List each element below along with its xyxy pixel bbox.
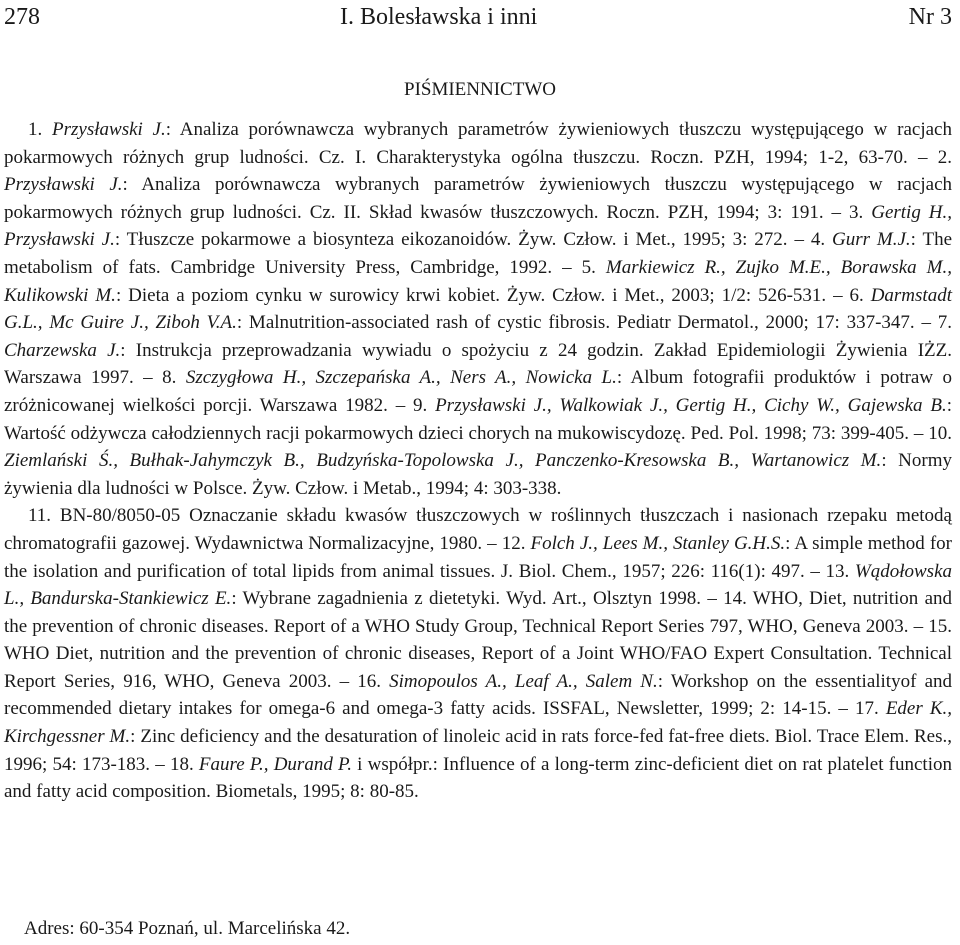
section-title: PIŚMIENNICTWO — [404, 79, 556, 100]
ref-authors: Charzewska J. — [4, 339, 121, 361]
ref-authors: Gurr M.J. — [831, 229, 911, 251]
page-number: 278 — [4, 4, 40, 30]
ref-authors: Eder K., Kirchgessner M. — [4, 698, 953, 748]
ref-authors: Ziemlański Ś., Bułhak-Jahymczyk B., Budzyńska-Topolowska J., Panczenko-Kresowska B., Wartanowicz M. — [4, 450, 882, 472]
ref-text: 11. BN-80/8050-05 Oznaczanie składu kwasów tłuszczowych w roślinnych tłuszczach i nasionach rzepaku metodą chromatografii gazowej. Wydawnictwa Normalizacyjne, 1980. – 12. — [4, 505, 952, 554]
running-title: I. Bolesławska i inni — [340, 4, 538, 30]
ref-text: : Zinc deficiency and the desaturation of linoleic acid in rats force-fed fat-free diets. Biol. Trace Elem. Res., 1996; 54: 173-183. – 18. — [4, 726, 953, 775]
ref-text: : Wartość odżywcza całodziennych racji pokarmowych dzieci chorych na mukowiscydozę. Ped. Pol. 1998; 73: 399-405. – 10. — [4, 394, 952, 444]
references-paragraph-1 — [4, 116, 952, 502]
ref-text: : Normy żywienia dla ludności w Polsce. Żyw. Człow. i Metab., 1994; 4: 303-338. — [4, 450, 952, 499]
ref-authors: Przysławski J. — [52, 119, 166, 140]
ref-authors: Wądołowska L., Bandurska-Stankiewicz E. — [4, 560, 953, 610]
ref-text: : Malnutrition-associated rash of cystic fibrosis. Pediatr Dermatol., 2000; 17: 337-347. – 7. — [236, 312, 952, 334]
ref-text: : Workshop on the essentialityof and recommended dietary intakes for omega-6 and omega-3 fatty acids. ISSFAL, Newsletter, 1999; 2: 14-15. – 17. — [4, 670, 952, 720]
ref-authors: Przysławski J. — [4, 174, 123, 196]
ref-authors: Darmstadt G.L., Mc Guire J., Ziboh V.A. — [4, 284, 952, 334]
ref-text: : Instrukcja przeprowadzania wywiadu o spożyciu z 24 godzin. Zakład Epidemiologii Żywienia IŻZ. Warszawa 1997. – 8. — [4, 339, 952, 389]
ref-text: : Dieta a poziom cynku w surowicy krwi kobiet. Żyw. Człow. i Met., 2003; 1/2: 526-531. – 6. — [115, 284, 864, 306]
ref-text: : Analiza porównawcza wybranych parametrów żywieniowych tłuszczu występującego w racjach pokarmowych różnych grup ludności. Cz. I. Charakterystyka ogólna tłuszczu. Roczn. PZH, 1994; 1-2, 63-70. – 2. — [4, 119, 952, 168]
ref-number: 1. — [28, 119, 43, 140]
ref-authors: Simopoulos A., Leaf A., Salem N. — [389, 670, 658, 692]
ref-text: : Tłuszcze pokarmowe a biosynteza eikozanoidów. Żyw. Człow. i Met., 1995; 3: 272. – 4. — [114, 229, 826, 251]
ref-authors: Markiewicz R., Zujko M.E., Borawska M., Kulikowski M. — [4, 256, 952, 306]
ref-text: i współpr.: Influence of a long-term zinc-deficient diet on rat platelet function and fatty acid composition. Biometals, 1995; 8: 80-85. — [4, 753, 952, 803]
ref-text: : Wybrane zagadnienia z dietetyki. Wyd. Art., Olsztyn 1998. – 14. WHO, Diet, nutrition and the prevention of chronic diseases. Report of a WHO Study Group, Technical Report Series 797, WHO, Geneva 2003. – 15. WHO Diet, nutrition and the prevention of chronic diseases, Report of a Joint WHO/FAO Expert Consultation. Technical Report Series, 916, WHO, Geneva 2003. – 16. — [4, 588, 953, 692]
references-paragraph-2 — [4, 502, 952, 806]
correspondence-address: Adres: 60-354 Poznań, ul. Marcelińska 42. — [24, 918, 351, 939]
issue-number: Nr 3 — [908, 4, 952, 30]
ref-authors: Faure P., Durand P. — [198, 753, 352, 775]
ref-text: : Album fotografii produktów i potraw o zróżnicowanej wielkości porcji. Warszawa 1982. – 9. — [4, 367, 953, 416]
ref-text: : The metabolism of fats. Cambridge University Press, Cambridge, 1992. – 5. — [4, 229, 953, 278]
ref-authors: Gertig H., Przysławski J. — [4, 201, 953, 251]
ref-authors: Przysławski J., Walkowiak J., Gertig H., Cichy W., Gajewska B. — [435, 394, 947, 416]
ref-text: : A simple method for the isolation and purification of total lipids from animal tissues. J. Biol. Chem., 1957; 226: 116(1): 497. – 13. — [4, 532, 952, 582]
ref-authors: Folch J., Lees M., Stanley G.H.S. — [530, 532, 786, 554]
ref-authors: Szczygłowa H., Szczepańska A., Ners A., Nowicka L. — [185, 367, 617, 389]
reference-list — [4, 116, 952, 806]
ref-text: : Analiza porównawcza wybranych parametrów żywieniowych tłuszczu występującego w racjach pokarmowych różnych grup ludności. Cz. II. Skład kwasów tłuszczowych. Roczn. PZH, 1994; 3: 191. – 3. — [4, 174, 952, 223]
